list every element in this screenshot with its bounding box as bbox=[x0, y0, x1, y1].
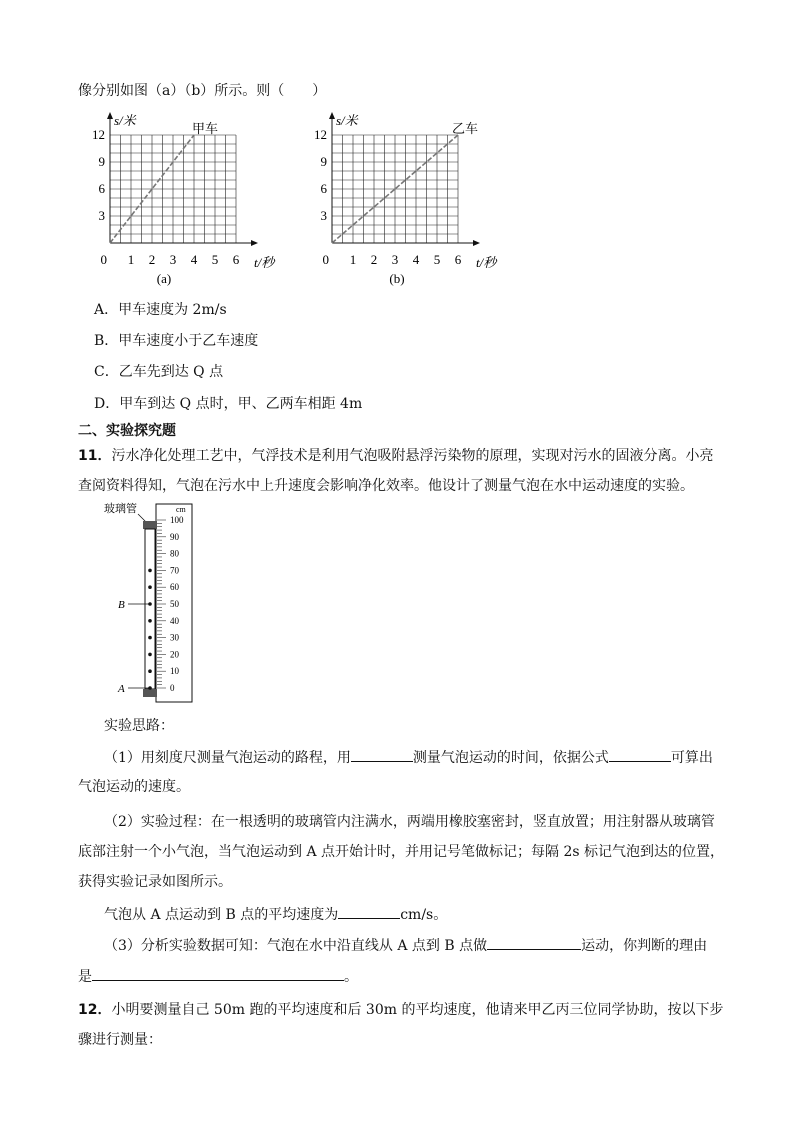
ruler-tick-label: 70 bbox=[170, 565, 179, 576]
chart-a-caption: (a) bbox=[156, 271, 172, 286]
q11-text-1: 污水净化处理工艺中，气浮技术是利用气泡吸附悬浮污染物的原理，实现对污水的固液分离。小亮 bbox=[111, 448, 714, 464]
q12-text-1: 小明要测量自己 50m 跑的平均速度和后 30m 的平均速度，他请来甲乙丙三位同学协助，按以下步 bbox=[111, 1002, 724, 1018]
y-tick-label: 6 bbox=[98, 181, 105, 196]
x-tick-label: 1 bbox=[349, 252, 357, 267]
ruler-tick-label: 80 bbox=[170, 548, 179, 559]
x-tick-label: 4 bbox=[190, 252, 198, 267]
q11-p3-text-c: 是 bbox=[78, 969, 92, 985]
x-tick-label: 2 bbox=[370, 252, 378, 267]
ruler-unit: cm bbox=[176, 505, 186, 514]
x-tick-label: 3 bbox=[391, 252, 399, 267]
q11-part2-line1: （2）实验过程：在一根透明的玻璃管内注满水，两端用橡胶塞密封，竖直放置；用注射器从玻璃管 bbox=[104, 814, 715, 830]
x-tick-label: 0 bbox=[322, 252, 329, 267]
q12-line2: 骤进行测量： bbox=[78, 1032, 162, 1048]
x-tick-label: 3 bbox=[169, 252, 177, 267]
chart-a-ylabel: s/米 bbox=[114, 113, 136, 128]
q11-speed-text: 气泡从 A 点运动到 B 点的平均速度为 bbox=[104, 907, 339, 923]
bubble-mark bbox=[148, 585, 152, 589]
ruler-tick-label: 20 bbox=[170, 649, 179, 660]
q11-p1-text-a: （1）用刻度尺测量气泡运动的路程，用 bbox=[104, 750, 351, 766]
y-tick-label: 3 bbox=[320, 208, 327, 223]
q11-part3-line2 bbox=[78, 966, 358, 987]
y-tick-label: 12 bbox=[92, 127, 105, 142]
chart-a-grid bbox=[110, 135, 236, 243]
ruler-tick-label: 30 bbox=[170, 632, 179, 643]
ruler-tick-label: 0 bbox=[170, 683, 175, 693]
answer-blank-formula[interactable] bbox=[609, 747, 671, 762]
point-a-label: A bbox=[118, 683, 125, 695]
y-tick-label: 6 bbox=[320, 181, 327, 196]
q11-part2-line3: 获得实验记录如图所示。 bbox=[78, 874, 232, 890]
section-title: 二、实验探究题 bbox=[78, 423, 176, 439]
tube-bottom-stopper bbox=[143, 689, 157, 697]
ruler-tick-label: 90 bbox=[170, 531, 179, 542]
chart-a-series-label: 甲车 bbox=[192, 121, 219, 136]
q11-speed-line bbox=[104, 904, 447, 925]
bubble-mark bbox=[148, 636, 152, 640]
chart-b-xlabel: t/秒 bbox=[476, 255, 497, 270]
option-c: C．乙车先到达 Q 点 bbox=[94, 364, 224, 380]
q11-p1-text-b: 测量气泡运动的时间，依据公式 bbox=[412, 750, 609, 766]
ruler-tick-label: 60 bbox=[170, 582, 179, 593]
x-tick-label: 5 bbox=[433, 252, 441, 267]
bubble-mark bbox=[148, 669, 152, 673]
q11-part1-line2: 气泡运动的速度。 bbox=[78, 779, 190, 795]
glass-tube bbox=[145, 529, 155, 689]
tube-figure bbox=[100, 500, 210, 718]
option-d: D．甲车到达 Q 点时，甲、乙两车相距 4m bbox=[94, 396, 363, 412]
chart-b-caption: (b) bbox=[389, 271, 405, 286]
ruler-tick-label: 10 bbox=[170, 666, 179, 677]
chart-b-ylabel: s/米 bbox=[336, 113, 358, 128]
y-tick-label: 12 bbox=[314, 127, 327, 142]
chart-b-series-label: 乙车 bbox=[452, 121, 479, 136]
q11-line1 bbox=[78, 446, 713, 466]
y-tick-label: 3 bbox=[98, 208, 105, 223]
option-b: B．甲车速度小于乙车速度 bbox=[94, 333, 259, 349]
chart-b-y-arrow bbox=[329, 112, 335, 119]
x-tick-label: 2 bbox=[148, 252, 156, 267]
chart-a-x-arrow bbox=[251, 240, 258, 246]
answer-blank-reason[interactable] bbox=[92, 966, 344, 981]
bubble-mark bbox=[148, 619, 152, 623]
chart-b-x-arrow bbox=[473, 240, 480, 246]
q12-number: 12． bbox=[78, 1002, 112, 1018]
q11-p3-text-b: 运动，你判断的理由 bbox=[581, 938, 708, 954]
x-tick-label: 0 bbox=[100, 252, 107, 267]
y-tick-label: 9 bbox=[98, 154, 105, 169]
chart-b bbox=[302, 108, 512, 290]
x-tick-label: 4 bbox=[412, 252, 420, 267]
x-tick-label: 6 bbox=[454, 252, 462, 267]
tube-label: 玻璃管 bbox=[104, 503, 137, 515]
q11-speed-unit: cm/s。 bbox=[400, 907, 448, 923]
q12-line1 bbox=[78, 1000, 723, 1020]
q11-p1-text-c: 可算出 bbox=[670, 750, 713, 766]
y-tick-label: 9 bbox=[320, 154, 327, 169]
answer-blank-speed[interactable] bbox=[338, 904, 400, 919]
ruler-tick-label: 50 bbox=[170, 599, 179, 609]
x-tick-label: 5 bbox=[211, 252, 219, 267]
tube-top-stopper bbox=[143, 521, 157, 529]
answer-blank-motion[interactable] bbox=[487, 935, 581, 950]
point-b-label: B bbox=[118, 599, 125, 611]
bubble-mark bbox=[148, 653, 152, 657]
q11-p3-text-a: （3）分析实验数据可知：气泡在水中沿直线从 A 点到 B 点做 bbox=[104, 938, 488, 954]
x-tick-label: 1 bbox=[127, 252, 135, 267]
experiment-idea-label: 实验思路： bbox=[104, 718, 174, 734]
q11-p3-text-d: 。 bbox=[344, 969, 358, 985]
x-tick-label: 6 bbox=[232, 252, 240, 267]
q11-part3-line1 bbox=[104, 935, 707, 956]
option-a: A．甲车速度为 2m/s bbox=[94, 302, 227, 318]
bubble-mark bbox=[148, 569, 152, 573]
q11-part2-line2: 底部注射一个小气泡，当气泡运动到 A 点开始计时，并用记号笔做标记；每隔 2s 标记气泡到达的位置， bbox=[78, 844, 725, 860]
q11-number: 11． bbox=[78, 448, 112, 464]
ruler-tick-label: 40 bbox=[170, 615, 179, 626]
chart-a bbox=[80, 108, 290, 290]
q11-part1 bbox=[104, 747, 713, 768]
chart-a-xlabel: t/秒 bbox=[254, 255, 275, 270]
q11-line2: 查阅资料得知，气泡在污水中上升速度会影响净化效率。他设计了测量气泡在水中运动速度的实验。 bbox=[78, 478, 694, 494]
answer-blank-timer[interactable] bbox=[351, 747, 413, 762]
question-intro: 像分别如图（a）（b）所示。则（ ） bbox=[78, 83, 327, 99]
ruler-tick-label: 100 bbox=[170, 515, 184, 525]
chart-a-y-arrow bbox=[107, 112, 113, 119]
